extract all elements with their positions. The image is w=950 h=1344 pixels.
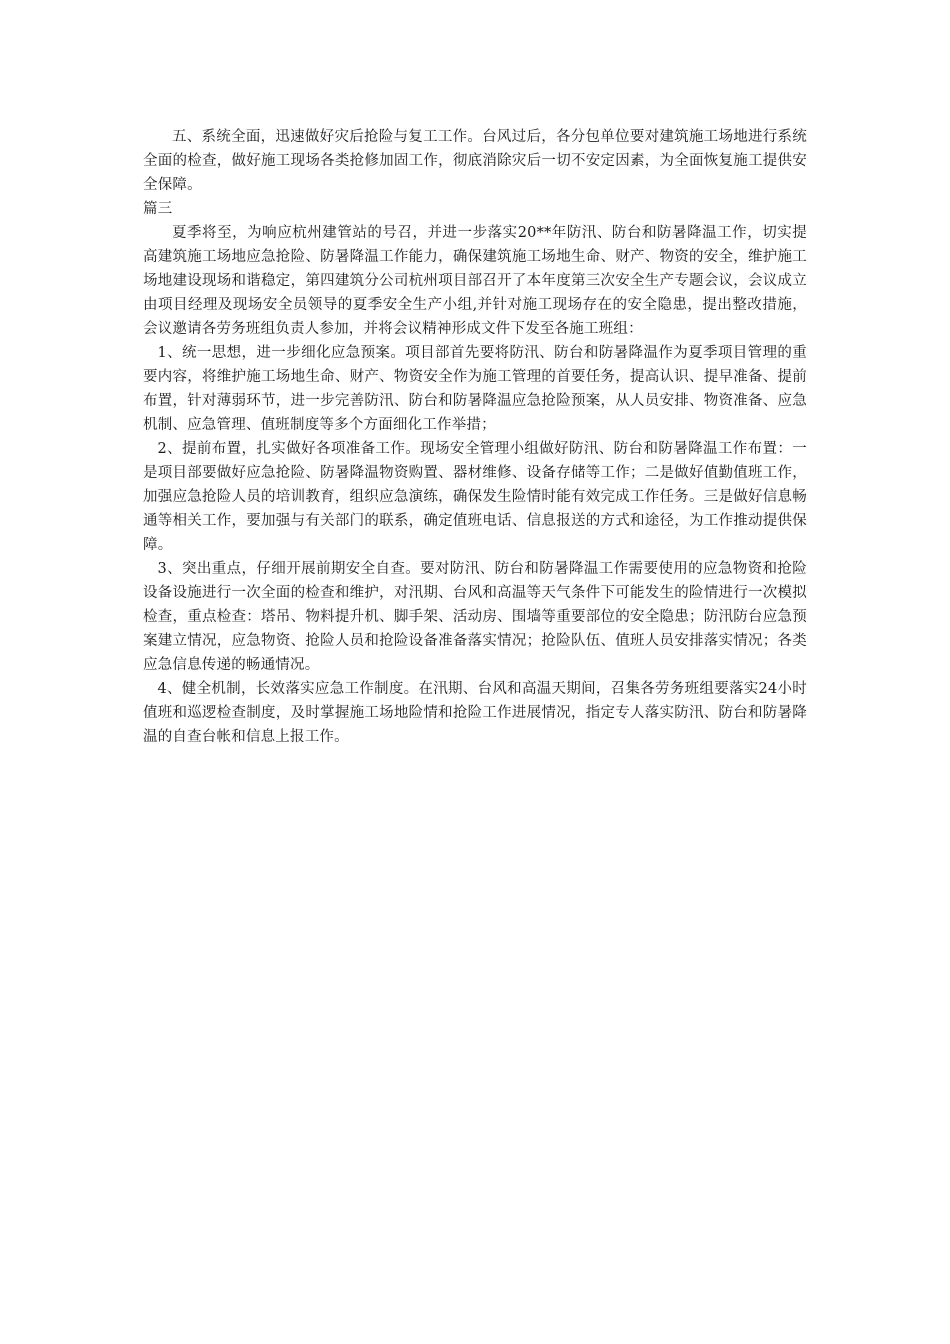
paragraph-item-4: 4、健全机制，长效落实应急工作制度。在汛期、台风和高温天期间，召集各劳务班组要落实24小时值班和巡逻检查制度，及时掌握施工场地险情和抢险工作进展情况，指定专人落实防汛、防台和防暑降温的自查台帐和信息上报工作。	[143, 681, 807, 745]
section-title: 篇三	[143, 201, 173, 217]
paragraph-item-2: 2、提前布置，扎实做好各项准备工作。现场安全管理小组做好防汛、防台和防暑降温工作布置：一是项目部要做好应急抢险、防暑降温物资购置、器材维修、设备存储等工作；二是做好值勤值班工作，加强应急抢险人员的培训教育，组织应急演练，确保发生险情时能有效完成工作任务。三是做好信息畅通等相关工作，要加强与有关部门的联系，确定值班电话、信息报送的方式和途径，为工作推动提供保障。	[143, 441, 807, 553]
paragraph-section-five: 五、系统全面，迅速做好灾后抢险与复工工作。台风过后，各分包单位要对建筑施工场地进行系统全面的检查，做好施工现场各类抢修加固工作，彻底消除灾后一切不安定因素，为全面恢复施工提供安全保障。	[143, 129, 807, 193]
paragraph-item-1: 1、统一思想，进一步细化应急预案。项目部首先要将防汛、防台和防暑降温作为夏季项目管理的重要内容，将维护施工场地生命、财产、物资安全作为施工管理的首要任务，提高认识、提早准备、提前布置，针对薄弱环节，进一步完善防汛、防台和防暑降温应急抢险预案，从人员安排、物资准备、应急机制、应急管理、值班制度等多个方面细化工作举措；	[143, 345, 807, 433]
paragraph-intro: 夏季将至，为响应杭州建管站的号召，并进一步落实20**年防汛、防台和防暑降温工作，切实提高建筑施工场地应急抢险、防暑降温工作能力，确保建筑施工场地生命、财产、物资的安全，维护施工场地建设现场和谐稳定，第四建筑分公司杭州项目部召开了本年度第三次安全生产专题会议，会议成立由项目经理及现场安全员领导的夏季安全生产小组,并针对施工现场存在的安全隐患，提出整改措施，会议邀请各劳务班组负责人参加，并将会议精神形成文件下发至各施工班组：	[143, 225, 807, 337]
document-body	[143, 125, 807, 749]
paragraph-item-3: 3、突出重点，仔细开展前期安全自查。要对防汛、防台和防暑降温工作需要使用的应急物资和抢险设备设施进行一次全面的检查和维护，对汛期、台风和高温等天气条件下可能发生的险情进行一次模拟检查，重点检查：塔吊、物料提升机、脚手架、活动房、围墙等重要部位的安全隐患；防汛防台应急预案建立情况，应急物资、抢险人员和抢险设备准备落实情况；抢险队伍、值班人员安排落实情况；各类应急信息传递的畅通情况。	[143, 561, 807, 673]
